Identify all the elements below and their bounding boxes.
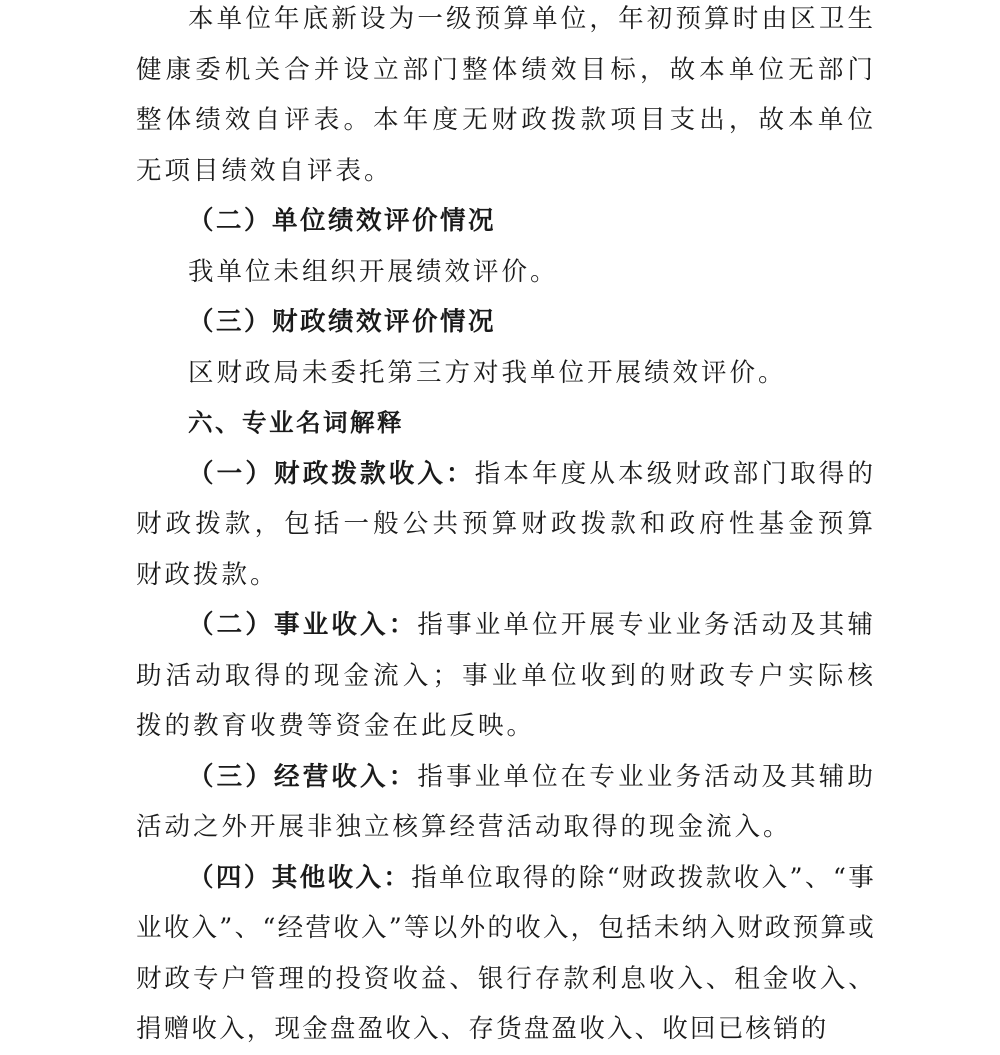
- paragraph-no-self-evaluation: 本单位年底新设为一级预算单位，年初预算时由区卫生健康委机关合并设立部门整体绩效目标，故本单位无部门整体绩效自评表。本年度无财政拨款项目支出，故本单位无项目绩效自评表。: [136, 4, 876, 186]
- paragraph-unit-evaluation: 我单位未组织开展绩效评价。: [188, 256, 559, 287]
- term-business-income: （二）事业收入：: [188, 610, 418, 640]
- heading-unit-evaluation: （二）单位绩效评价情况: [188, 206, 497, 236]
- heading-finance-evaluation: （三）财政绩效评价情况: [188, 307, 497, 337]
- paragraph-finance-evaluation: 区财政局未委托第三方对我单位开展绩效评价。: [188, 357, 787, 388]
- definition-other-income: [136, 853, 876, 1055]
- definition-operating-income: [136, 752, 876, 853]
- text-other-income: 指单位取得的除“财政拨款收入”、“事业收入”、“经营收入”等以外的收入，包括未纳入财政预算或财政专户管理的投资收益、银行存款利息收入、租金收入、捐赠收入，现金盘盈收入、存货盘盈收入、收回已核销的: [136, 862, 876, 1044]
- term-operating-income: （三）经营收入：: [188, 761, 418, 792]
- text-operating-income: 指事业单位在专业业务活动及其辅助活动之外开展非独立核算经营活动取得的现金流入。: [136, 761, 876, 842]
- section-heading-terms: 六、专业名词解释: [188, 408, 404, 437]
- text-business-income: 指事业单位开展专业业务活动及其辅助活动取得的现金流入；事业单位收到的财政专户实际核拨的教育收费等资金在此反映。: [136, 610, 876, 741]
- term-fiscal-appropriation: （一）财政拨款收入：: [188, 458, 475, 489]
- definition-fiscal-appropriation: [136, 449, 876, 601]
- term-other-income: （四）其他收入：: [188, 862, 412, 893]
- definition-business-income: [136, 600, 876, 752]
- document-page: [136, 0, 876, 1055]
- text-fiscal-appropriation: 指本年度从本级财政部门取得的财政拨款，包括一般公共预算财政拨款和政府性基金预算财政拨款。: [136, 458, 876, 590]
